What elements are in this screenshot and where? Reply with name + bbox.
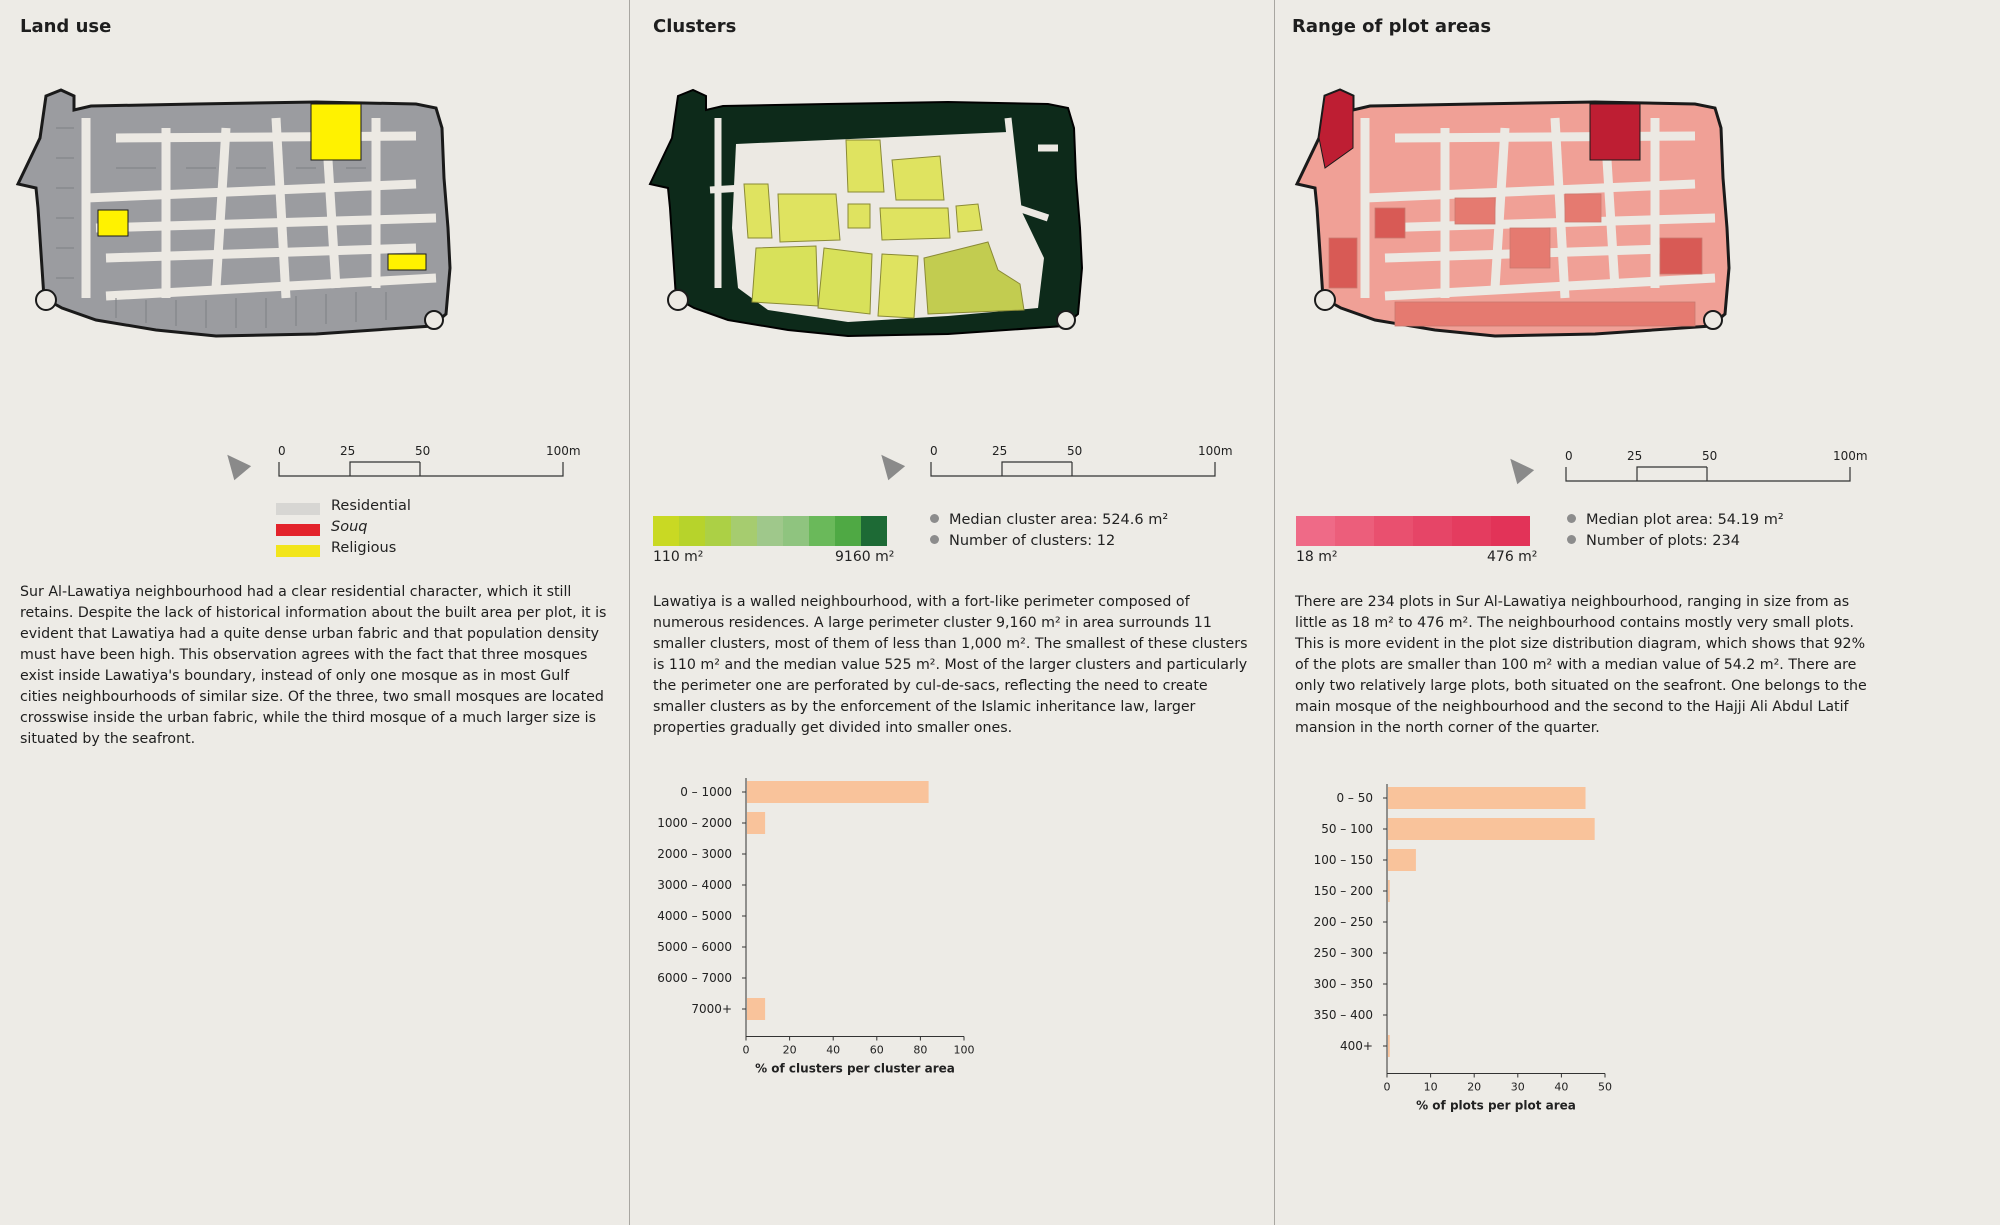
corner-tower: [1315, 290, 1335, 310]
category-label: 0 – 50: [1336, 791, 1373, 805]
gradient-step: [809, 516, 835, 546]
cluster-area-chart: [650, 770, 980, 1076]
x-tick-label: 30: [1510, 1080, 1525, 1094]
gradient-step: [653, 516, 679, 546]
scale-bar: [1565, 449, 1868, 489]
gradient-step: [1452, 516, 1491, 546]
legend-label: Residential: [331, 498, 411, 514]
scale-label: 100m: [546, 444, 581, 458]
plot-cell: [1395, 302, 1695, 326]
scale-ruler: [930, 460, 1220, 480]
category-label: 150 – 200: [1313, 884, 1373, 898]
bar: [1388, 787, 1586, 809]
x-axis-label: % of clusters per cluster area: [755, 1061, 955, 1076]
x-tick-label: 10: [1423, 1080, 1438, 1094]
scale-label: 25: [1627, 449, 1643, 463]
x-tick-label: 20: [782, 1043, 797, 1057]
category-label: 250 – 300: [1313, 946, 1373, 960]
corner-tower: [1704, 311, 1722, 329]
category-label: 6000 – 7000: [657, 971, 732, 985]
x-tick-label: 20: [1467, 1080, 1482, 1094]
x-tick-label: 80: [913, 1043, 928, 1057]
scale-bar: [278, 444, 581, 484]
category-label: 7000+: [691, 1002, 732, 1016]
north-arrow-icon: [873, 448, 905, 481]
religious-plot-seafront: [388, 254, 426, 270]
bar: [747, 812, 765, 834]
plot-cell: [1565, 194, 1601, 222]
land-use-map: [16, 88, 576, 420]
corner-tower: [668, 290, 688, 310]
gradient-max-label: 9160 m²: [835, 549, 895, 565]
gradient-step: [1335, 516, 1374, 546]
legend-label: Souq: [331, 519, 368, 535]
category-label: 4000 – 5000: [657, 909, 732, 923]
corner-tower: [36, 290, 56, 310]
scale-label: 50: [1067, 444, 1083, 458]
plot-cell: [1455, 198, 1495, 224]
category-label: 0 – 1000: [680, 785, 732, 799]
category-label: 100 – 150: [1313, 853, 1373, 867]
panel-clusters: [630, 0, 1275, 1225]
panel-title: Land use: [20, 16, 112, 37]
category-label: 1000 – 2000: [657, 816, 732, 830]
bar: [747, 781, 929, 803]
gradient-step: [757, 516, 783, 546]
inner-cluster: [752, 246, 818, 306]
description-paragraph: Lawatiya is a walled neighbourhood, with a fort-like perimeter composed of numerous residences. A large perimeter cluster 9,160 m² in area surrounds 11 smaller clusters, most of them of less than 1,000 m². The smallest of these clusters is 110 m² and the median value 525 m². Most of the larger clusters and particularly the perimeter one are perforated by cul-de-sacs, reflecting the need to create smaller clusters as by the enforcement of the Islamic inheritance law, larger properties gradually get divided into smaller ones.: [653, 594, 1248, 736]
description-paragraph: Sur Al-Lawatiya neighbourhood had a clear residential character, which it still retains. Despite the lack of historical information about the built area per plot, it is evident that Lawatiya had a quite dense urban fabric and that population density must have been high. This observation agrees with the fact that three mosques exist inside Lawatiya's boundary, instead of only one mosque as in most Gulf cities neighbourhoods of similar size. Of the three, two small mosques are located crosswise inside the urban fabric, while the third mosque of a much larger size is situated by the seafront.: [20, 584, 607, 747]
scale-label: 0: [930, 444, 938, 458]
scale-label: 25: [340, 444, 356, 458]
legend-swatch-religious: [276, 545, 320, 557]
x-tick-label: 50: [1598, 1080, 1612, 1094]
gradient-max-label: 476 m²: [1487, 549, 1538, 565]
gradient-step: [835, 516, 861, 546]
scale-label: 0: [278, 444, 286, 458]
inner-cluster: [744, 184, 772, 238]
gradient-min-label: 18 m²: [1296, 549, 1338, 565]
bar: [747, 998, 765, 1020]
corner-tower: [1057, 311, 1075, 329]
bar: [1388, 849, 1416, 871]
gradient-step: [731, 516, 757, 546]
scale-ruler: [1565, 465, 1855, 485]
category-label: 2000 – 3000: [657, 847, 732, 861]
scale-label: 50: [1702, 449, 1718, 463]
inner-cluster: [818, 248, 872, 314]
scale-label: 0: [1565, 449, 1573, 463]
plot-cell: [1329, 238, 1357, 288]
x-tick-label: 40: [826, 1043, 841, 1057]
category-label: 5000 – 6000: [657, 940, 732, 954]
plot-area-gradient: [1296, 516, 1530, 546]
north-arrow-icon: [219, 448, 251, 481]
panel-plot-areas: [1275, 0, 2000, 1225]
stat-median: Median plot area: 54.19 m²: [1567, 512, 1784, 528]
gradient-step: [1374, 516, 1413, 546]
x-tick-label: 60: [869, 1043, 884, 1057]
large-plot: [1590, 104, 1640, 160]
inner-cluster: [778, 194, 840, 242]
category-label: 400+: [1340, 1039, 1373, 1053]
category-label: 3000 – 4000: [657, 878, 732, 892]
gradient-step: [1491, 516, 1530, 546]
gradient-step: [705, 516, 731, 546]
scale-label: 25: [992, 444, 1008, 458]
scale-label: 100m: [1833, 449, 1868, 463]
inner-cluster: [956, 204, 982, 232]
stat-count: Number of clusters: 12: [930, 533, 1115, 549]
scale-ruler: [278, 460, 568, 480]
bar: [1388, 818, 1595, 840]
clusters-map: [648, 88, 1208, 420]
plot-cell: [1375, 208, 1405, 238]
x-tick-label: 0: [742, 1043, 750, 1057]
category-label: 200 – 250: [1313, 915, 1373, 929]
scale-label: 100m: [1198, 444, 1233, 458]
legend-swatch-residential: [276, 503, 320, 515]
x-axis-label: % of plots per plot area: [1416, 1098, 1576, 1113]
gradient-step: [861, 516, 887, 546]
plot-cell: [1510, 228, 1550, 268]
gradient-step: [679, 516, 705, 546]
panel-title: Clusters: [653, 16, 737, 37]
plot-cell: [1660, 238, 1702, 274]
category-label: 300 – 350: [1313, 977, 1373, 991]
bar: [1388, 1035, 1390, 1057]
description-paragraph: There are 234 plots in Sur Al-Lawatiya neighbourhood, ranging in size from as little as 18 m² to 476 m². The neighbourhood contains mostly very small plots. This is more evident in the plot size distribution diagram, which shows that 92% of the plots are smaller than 100 m² with a median value of 54.2 m². There are only two relatively large plots, both situated on the seafront. One belongs to the main mosque of the neighbourhood and the second to the Hajji Ali Abdul Latif mansion in the north corner of the quarter.: [1295, 594, 1867, 736]
corner-tower: [425, 311, 443, 329]
gradient-min-label: 110 m²: [653, 549, 704, 565]
plot-area-chart: [1295, 774, 1625, 1113]
inner-cluster: [846, 140, 884, 192]
religious-plot-large: [311, 104, 361, 160]
scale-label: 50: [415, 444, 431, 458]
gradient-step: [1296, 516, 1335, 546]
panel-land-use: [0, 0, 630, 1225]
north-arrow-icon: [1502, 452, 1534, 485]
legend-swatch-souq: [276, 524, 320, 536]
gradient-step: [783, 516, 809, 546]
inner-cluster: [848, 204, 870, 228]
inner-cluster: [880, 208, 950, 240]
x-tick-label: 0: [1383, 1080, 1391, 1094]
x-tick-label: 40: [1554, 1080, 1569, 1094]
panel-title: Range of plot areas: [1292, 16, 1492, 37]
x-tick-label: 100: [953, 1043, 975, 1057]
bar: [1388, 880, 1390, 902]
gradient-step: [1413, 516, 1452, 546]
category-label: 350 – 400: [1313, 1008, 1373, 1022]
stat-median: Median cluster area: 524.6 m²: [930, 512, 1168, 528]
plot-areas-map: [1295, 88, 1855, 420]
inner-cluster: [878, 254, 918, 318]
scale-bar: [930, 444, 1233, 484]
stat-count: Number of plots: 234: [1567, 533, 1740, 549]
cluster-area-gradient: [653, 516, 887, 546]
religious-plot-small: [98, 210, 128, 236]
legend-label: Religious: [331, 540, 397, 556]
inner-cluster: [892, 156, 944, 200]
category-label: 50 – 100: [1321, 822, 1373, 836]
